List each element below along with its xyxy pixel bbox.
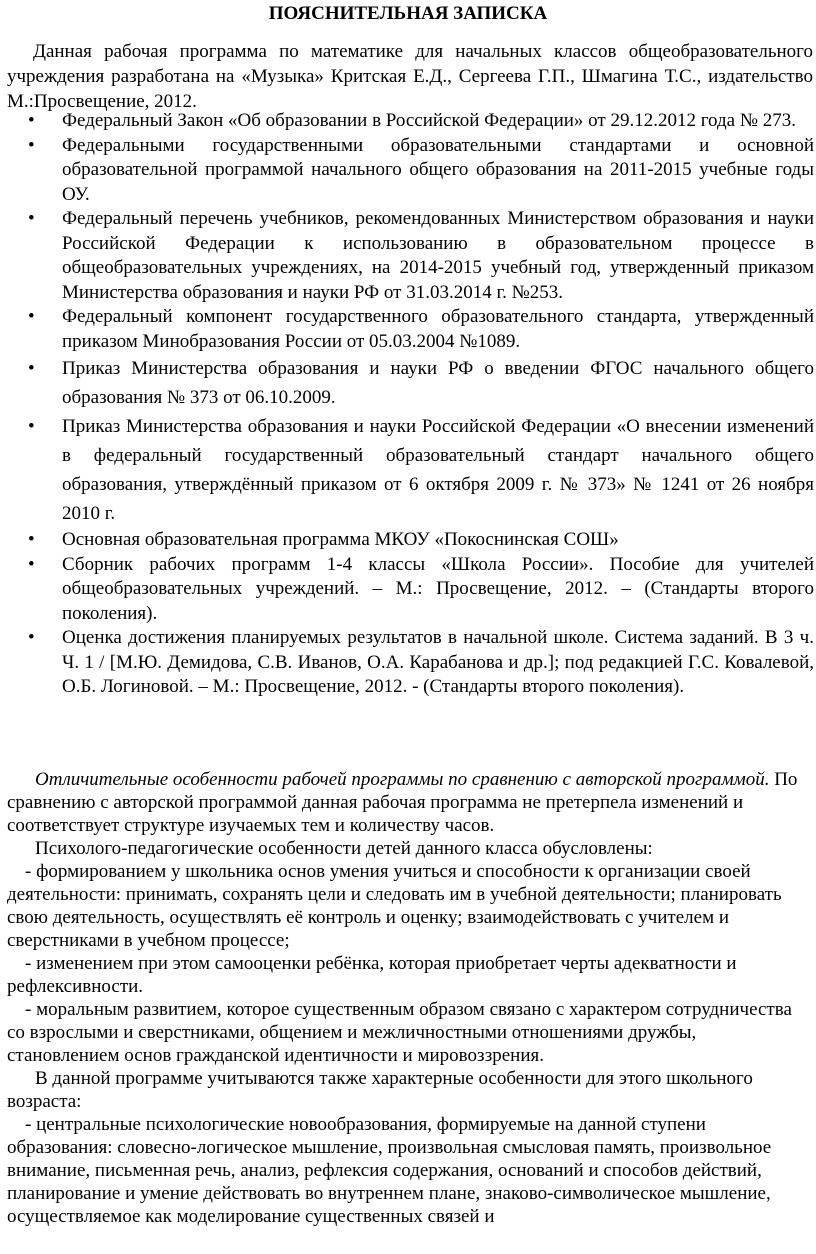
list-item: • Приказ Министерства образования и науки Российской Федерации «О внесении изменений в федеральный государственный образовательный стандарт начального общего образования, утверждённый приказом от 6 октября 2009 г. № 373» № 1241 от 26 ноября 2010 г. <box>0 412 816 528</box>
age-item: - центральные психологические новообразования, формируемые на данной ступени образования: словесно-логическое мышление, произвольная смысловая память, произвольное внимание, письменная речь, анализ, рефлексия содержания, оснований и способов действий, планирование и умение действовать во внутреннем плане, знаково-символическое мышление, осуществляемое как моделирование существенных связей и <box>7 1114 772 1227</box>
intro-paragraph: Данная рабочая программа по математике для начальных классов общеобразовательного учреждения разработана на «Музыка» Критская Е.Д., Сергеева Г.П., Шмагина Т.С., издательство М.:Просвещение, 2012. <box>7 41 813 112</box>
psych-intro: Психолого-педагогические особенности детей данного класса обусловлены: <box>35 838 653 859</box>
list-item: • Основная образовательная программа МКОУ «Покоснинская СОШ» <box>0 528 816 553</box>
features-paragraph <box>7 768 813 837</box>
list-item: • Федеральный компонент государственного образовательного стандарта, утвержденный приказом Минобразования России от 05.03.2004 №1089. <box>0 305 816 354</box>
psych-item: - моральным развитием, которое существенным образом связано с характером сотрудничества со взрослыми и сверстниками, общением и межличностными отношениями дружбы, становлением основ гражданской идентичности и мировоззрения. <box>7 999 792 1066</box>
list-item: • Федеральными государственными образовательными стандартами и основной образовательной программой начального общего образования на 2011-2015 учебные годы ОУ. <box>0 134 816 208</box>
program-features-section <box>7 768 813 1228</box>
list-item: • Федеральный перечень учебников, рекомендованных Министерством образования и науки Российской Федерации к использованию в образовательном процессе в общеобразовательных учреждениях, на 2014-2015 учебный год, утвержденный приказом Министерства образования и науки РФ от 31.03.2014 г. №253. <box>0 207 816 305</box>
psych-item: - формированием у школьника основ умения учиться и способности к организации своей деятельности: принимать, сохранять цели и следовать им в учебной деятельности; планировать свою деятельность, осуществлять её контроль и оценку; взаимодействовать с учителем и сверстниками в учебном процессе; <box>7 861 782 951</box>
age-intro: В данной программе учитываются также характерные особенности для этого школьного возраста: <box>7 1068 753 1112</box>
list-item: • Сборник рабочих программ 1-4 классы «Школа России». Пособие для учителей общеобразовательных учреждений. – М.: Просвещение, 2012. – (Стандарты второго поколения). <box>0 553 816 627</box>
features-text: По сравнению с авторской программой данная рабочая программа не претерпела изменений и соответствует структуре изучаемых тем и количеству часов. <box>7 769 798 836</box>
regulations-list <box>0 109 816 700</box>
list-item: • Федеральный Закон «Об образовании в Российской Федерации» от 29.12.2012 года № 273. <box>0 109 816 134</box>
list-item: • Приказ Министерства образования и науки РФ о введении ФГОС начального общего образования № 373 от 06.10.2009. <box>0 354 816 412</box>
document-title: ПОЯСНИТЕЛЬНАЯ ЗАПИСКА <box>268 3 548 24</box>
psych-item: - изменением при этом самооценки ребёнка, которая приобретает черты адекватности и рефлексивности. <box>7 953 737 997</box>
features-heading: Отличительные особенности рабочей программы по сравнению с авторской программой. <box>35 769 770 790</box>
list-item: • Оценка достижения планируемых результатов в начальной школе. Система заданий. В 3 ч. Ч. 1 / [М.Ю. Демидова, С.В. Иванов, О.А. Карабанова и др.]; под редакцией Г.С. Ковалевой, О.Б. Логиновой. – М.: Просвещение, 2012. - (Стандарты второго поколения). <box>0 626 816 700</box>
